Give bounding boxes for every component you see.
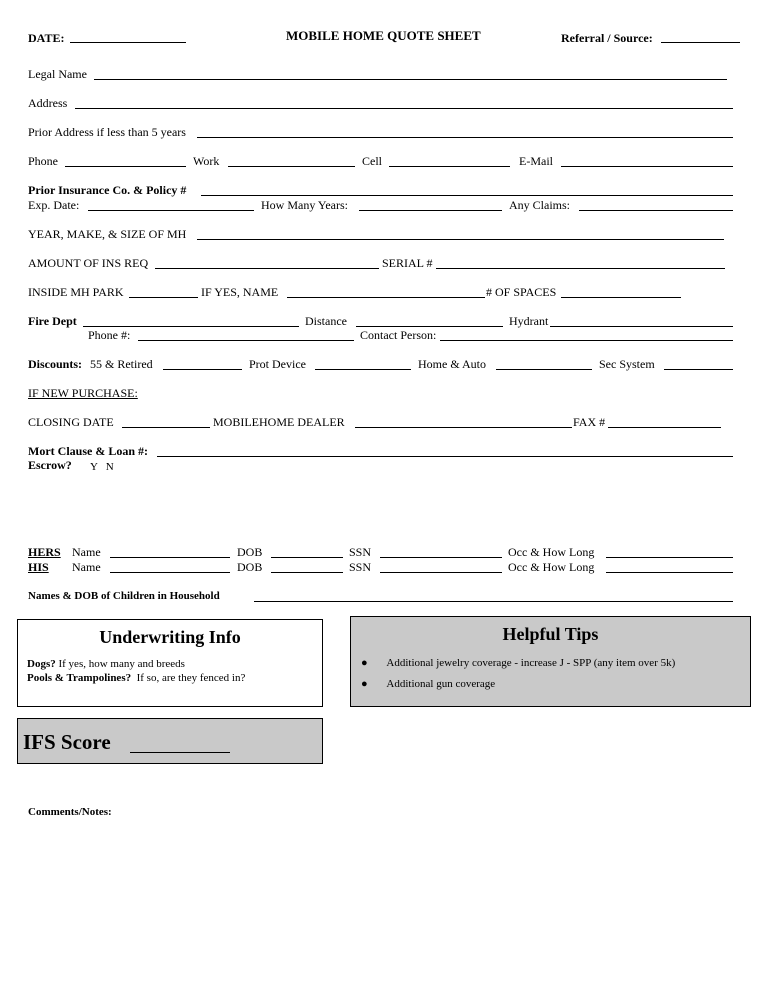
tip-text: Additional jewelry coverage - increase J - SPP (any item over 5k) xyxy=(386,657,676,669)
his-ssn-label: SSN xyxy=(349,560,372,574)
email-field[interactable] xyxy=(561,166,733,167)
helpful-tips-title: Helpful Tips xyxy=(502,624,599,644)
mort-clause-field[interactable] xyxy=(157,456,733,457)
work-label: Work xyxy=(193,154,220,168)
amount-ins-field[interactable] xyxy=(155,268,379,269)
bullet-icon: ● xyxy=(361,657,368,669)
park-name-field[interactable] xyxy=(287,297,485,298)
mobilehome-dealer-field[interactable] xyxy=(355,427,572,428)
dogs-line xyxy=(27,657,185,671)
legal-name-label: Legal Name xyxy=(28,67,87,81)
helpful-tips-box xyxy=(350,616,751,707)
distance-label: Distance xyxy=(305,314,347,328)
date-field[interactable] xyxy=(70,42,186,43)
address-label: Address xyxy=(28,96,68,110)
exp-date-label: Exp. Date: xyxy=(28,198,80,212)
hers-label: HERS xyxy=(28,545,61,559)
his-label: HIS xyxy=(28,560,49,574)
hers-dob-label: DOB xyxy=(237,545,263,559)
ifs-score-field[interactable] xyxy=(130,752,230,753)
closing-date-label: CLOSING DATE xyxy=(28,415,114,429)
hers-ssn-label: SSN xyxy=(349,545,372,559)
escrow-label: Escrow? xyxy=(28,458,72,472)
referral-field[interactable] xyxy=(661,42,740,43)
page-title: MOBILE HOME QUOTE SHEET xyxy=(286,28,481,43)
year-make-size-label: YEAR, MAKE, & SIZE OF MH xyxy=(28,227,187,241)
referral-label: Referral / Source: xyxy=(561,31,653,45)
retired-field[interactable] xyxy=(163,369,242,370)
exp-date-field[interactable] xyxy=(88,210,254,211)
pools-label: Pools & Trampolines? xyxy=(27,672,132,684)
sec-system-label: Sec System xyxy=(599,357,655,371)
cell-label: Cell xyxy=(362,154,382,168)
fax-field[interactable] xyxy=(608,427,721,428)
hers-dob-field[interactable] xyxy=(271,557,343,558)
contact-person-field[interactable] xyxy=(440,340,733,341)
discounts-label: Discounts: xyxy=(28,357,83,371)
retired-label: 55 & Retired xyxy=(90,357,153,371)
phone-label: Phone xyxy=(28,154,58,168)
distance-field[interactable] xyxy=(356,326,503,327)
num-spaces-label: # OF SPACES xyxy=(486,285,557,299)
his-dob-field[interactable] xyxy=(271,572,343,573)
sec-system-field[interactable] xyxy=(664,369,733,370)
hers-occ-field[interactable] xyxy=(606,557,733,558)
phone-field[interactable] xyxy=(65,166,186,167)
hydrant-label: Hydrant xyxy=(509,314,549,328)
num-spaces-field[interactable] xyxy=(561,297,681,298)
legal-name-field[interactable] xyxy=(94,79,727,80)
prior-address-field[interactable] xyxy=(197,137,733,138)
email-label: E-Mail xyxy=(519,154,553,168)
year-make-size-field[interactable] xyxy=(197,239,724,240)
serial-label: SERIAL # xyxy=(382,256,433,270)
his-ssn-field[interactable] xyxy=(380,572,502,573)
how-many-years-label: How Many Years: xyxy=(261,198,348,212)
prior-insurance-field[interactable] xyxy=(201,195,733,196)
hers-ssn-field[interactable] xyxy=(380,557,502,558)
comments-label: Comments/Notes: xyxy=(28,806,112,818)
mobilehome-dealer-label: MOBILEHOME DEALER xyxy=(213,415,345,429)
mort-clause-label: Mort Clause & Loan #: xyxy=(28,444,148,458)
closing-date-field[interactable] xyxy=(122,427,210,428)
underwriting-title: Underwriting Info xyxy=(99,627,241,647)
home-auto-field[interactable] xyxy=(496,369,592,370)
serial-field[interactable] xyxy=(436,268,725,269)
dogs-text: If yes, how many and breeds xyxy=(58,658,185,670)
ifs-score-label: IFS Score xyxy=(23,730,111,754)
prot-device-label: Prot Device xyxy=(249,357,306,371)
his-name-field[interactable] xyxy=(110,572,230,573)
children-field[interactable] xyxy=(254,601,733,602)
how-many-years-field[interactable] xyxy=(359,210,502,211)
prot-device-field[interactable] xyxy=(315,369,411,370)
underwriting-box xyxy=(17,619,323,707)
fax-label: FAX # xyxy=(573,415,606,429)
if-yes-name-label: IF YES, NAME xyxy=(201,285,279,299)
home-auto-label: Home & Auto xyxy=(418,357,486,371)
fire-dept-label: Fire Dept xyxy=(28,314,77,328)
cell-field[interactable] xyxy=(389,166,510,167)
new-purchase-heading: IF NEW PURCHASE: xyxy=(28,386,138,400)
tip-item xyxy=(361,656,675,670)
amount-ins-label: AMOUNT OF INS REQ xyxy=(28,256,149,270)
prior-address-label: Prior Address if less than 5 years xyxy=(28,125,186,139)
address-field[interactable] xyxy=(75,108,733,109)
his-occ-field[interactable] xyxy=(606,572,733,573)
hers-occ-label: Occ & How Long xyxy=(508,545,595,559)
children-label: Names & DOB of Children in Household xyxy=(28,590,220,602)
tip-text: Additional gun coverage xyxy=(386,678,496,690)
hydrant-field[interactable] xyxy=(550,326,733,327)
his-name-label: Name xyxy=(72,560,101,574)
any-claims-label: Any Claims: xyxy=(509,198,571,212)
pools-text: If so, are they fenced in? xyxy=(136,672,246,684)
pools-line xyxy=(27,671,245,685)
contact-person-label: Contact Person: xyxy=(360,328,437,342)
ifs-score-box xyxy=(17,718,323,764)
his-occ-label: Occ & How Long xyxy=(508,560,595,574)
hers-name-label: Name xyxy=(72,545,101,559)
tip-item xyxy=(361,677,495,691)
any-claims-field[interactable] xyxy=(579,210,733,211)
escrow-options[interactable]: Y N xyxy=(90,461,114,473)
inside-mh-park-field[interactable] xyxy=(129,297,198,298)
hers-name-field[interactable] xyxy=(110,557,230,558)
his-dob-label: DOB xyxy=(237,560,263,574)
date-label: DATE: xyxy=(28,31,65,45)
work-field[interactable] xyxy=(228,166,355,167)
fire-phone-label: Phone #: xyxy=(88,328,131,342)
dogs-label: Dogs? xyxy=(27,658,56,670)
prior-insurance-label: Prior Insurance Co. & Policy # xyxy=(28,183,187,197)
fire-phone-field[interactable] xyxy=(138,340,354,341)
inside-mh-park-label: INSIDE MH PARK xyxy=(28,285,124,299)
fire-dept-field[interactable] xyxy=(83,326,299,327)
bullet-icon: ● xyxy=(361,678,368,690)
